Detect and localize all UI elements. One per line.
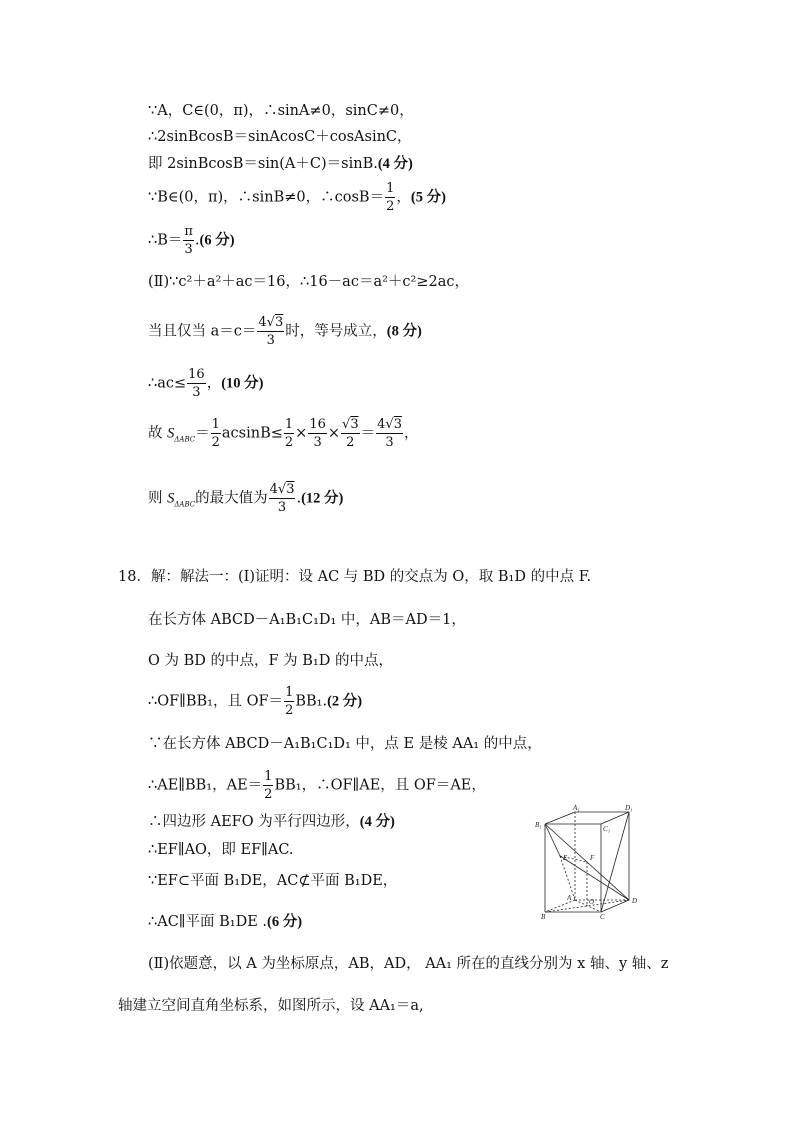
score-mark: (4 分) (377, 156, 413, 172)
text-segment: × (327, 425, 341, 442)
score-mark: (10 分) (221, 375, 264, 392)
score-mark: (6 分) (199, 232, 235, 249)
text-line: ∵A，C∈(0，π)，∴sinA≠0，sinC≠0， (148, 103, 414, 119)
text-segment: ∴OF∥BB₁，且 OF＝ (148, 693, 284, 710)
text-segment: . (194, 232, 200, 249)
score-mark: (5 分) (410, 189, 446, 206)
point-label: E (563, 854, 568, 862)
text-segment: 当且仅当 a＝c＝ (148, 323, 257, 340)
text-line: 在长方体 ABCD－A₁B₁C₁D₁ 中，AB＝AD＝1， (148, 612, 466, 628)
text-line (148, 815, 395, 830)
score-mark: (4 分) (359, 814, 395, 830)
fraction: $\frac{4√3}{3}$ (258, 315, 284, 348)
point-label: C (600, 913, 605, 920)
point-label: B₁ (535, 821, 542, 829)
text-segment: ∴四边形 AEFO 为平行四边形， (148, 814, 360, 830)
text-segment: acsinB≤ (221, 425, 283, 442)
text-segment: 的最大值为 (195, 490, 268, 507)
text-segment: ＝ (360, 425, 376, 442)
point-label: A (567, 894, 572, 902)
point-label: F (590, 854, 595, 862)
text-segment: BB₁. (295, 693, 328, 710)
text-line: (Ⅱ)∵c²＋a²＋ac＝16，∴16－ac＝a²＋c²≥2ac， (148, 274, 469, 290)
text-line (148, 483, 343, 514)
fraction: $\frac{\pi}{3}$ (184, 224, 193, 257)
fraction: $\frac{4√3}{3}$ (269, 482, 295, 515)
score-mark: (12 分) (301, 490, 344, 507)
area-subscript: ΔABC (174, 435, 196, 444)
area-symbol: S (167, 425, 175, 442)
text-line (148, 368, 263, 399)
fraction: $\frac{1}{2}$ (211, 417, 220, 450)
fraction: $\frac{1}{2}$ (284, 417, 294, 450)
fraction: $\frac{1}{2}$ (285, 685, 294, 718)
text-line (148, 182, 446, 213)
point-label: C₁ (603, 825, 611, 833)
text-line: ∵在长方体 ABCD－A₁B₁C₁D₁ 中，点 E 是棱 AA₁ 的中点， (148, 736, 542, 752)
point-label: B (541, 913, 546, 920)
text-segment: . (296, 490, 302, 507)
text-line (148, 225, 235, 256)
text-segment: ， (396, 189, 411, 206)
score-mark: (2 分) (327, 693, 363, 710)
point-label: O (589, 898, 595, 906)
text-line: (Ⅱ)依题意，以 A 为坐标原点，AB，AD， AA₁ 所在的直线分别为 x 轴、y 轴、z (148, 956, 669, 972)
text-line (148, 915, 302, 930)
text-segment: ∴AE∥BB₁，AE＝ (148, 777, 263, 794)
text-line (148, 316, 422, 347)
text-segment: × (295, 425, 308, 442)
text-segment: ∴AC∥平面 B₁DE . (148, 914, 267, 930)
text-segment: ∵B∈(0，π)，∴sinB≠0，∴cosB＝ (148, 189, 385, 206)
text-line: O 为 BD 的中点，F 为 B₁D 的中点， (148, 653, 393, 669)
fraction: $\frac{1}{2}$ (386, 181, 395, 214)
text-line: ∵EF⊂平面 B₁DE，AC⊄平面 B₁DE， (148, 873, 398, 889)
area-subscript: ΔABC (174, 500, 196, 509)
text-segment: 即 2sinBcosB＝sin(A＋C)＝sinB. (148, 156, 378, 172)
text-segment: ， (206, 375, 222, 392)
text-segment: 时，等号成立， (285, 323, 387, 340)
text-segment: 故 (148, 425, 168, 442)
text-line: 轴建立空间直角坐标系，如图所示，设 AA₁＝a, (118, 998, 424, 1014)
point-label: D₁ (625, 804, 633, 812)
text-line (148, 686, 362, 717)
area-symbol: S (167, 490, 175, 507)
fraction: $\frac{1}{2}$ (264, 769, 273, 802)
text-line (148, 157, 413, 172)
text-line: ∴2sinBcosB＝sinAcosC＋cosAsinC， (148, 129, 412, 145)
text-line: 18．解：解法一：(Ⅰ)证明：设 AC 与 BD 的交点为 O，取 B₁D 的中点 F. (118, 569, 592, 585)
text-segment: ＝ (195, 425, 210, 442)
text-segment: BB₁，∴OF∥AE，且 OF＝AE， (274, 777, 486, 794)
text-segment: ， (403, 425, 419, 442)
point-label: D (632, 897, 638, 905)
text-line (148, 770, 486, 801)
fraction: $\frac{√3}{2}$ (342, 417, 359, 450)
text-segment: 则 (148, 490, 168, 507)
point-label: A₁ (573, 804, 580, 812)
fraction: $\frac{4√3}{3}$ (377, 417, 402, 450)
text-line (148, 418, 418, 449)
fraction: $\frac{16}{3}$ (188, 367, 205, 400)
text-segment: ∴ac≤ (148, 375, 187, 392)
score-mark: (8 分) (386, 323, 422, 340)
score-mark: (6 分) (267, 914, 303, 930)
text-line: ∴EF∥AO，即 EF∥AC. (148, 842, 294, 858)
fraction: $\frac{16}{3}$ (309, 417, 326, 450)
cuboid-figure (533, 804, 641, 920)
text-segment: ∴B＝ (148, 232, 183, 249)
